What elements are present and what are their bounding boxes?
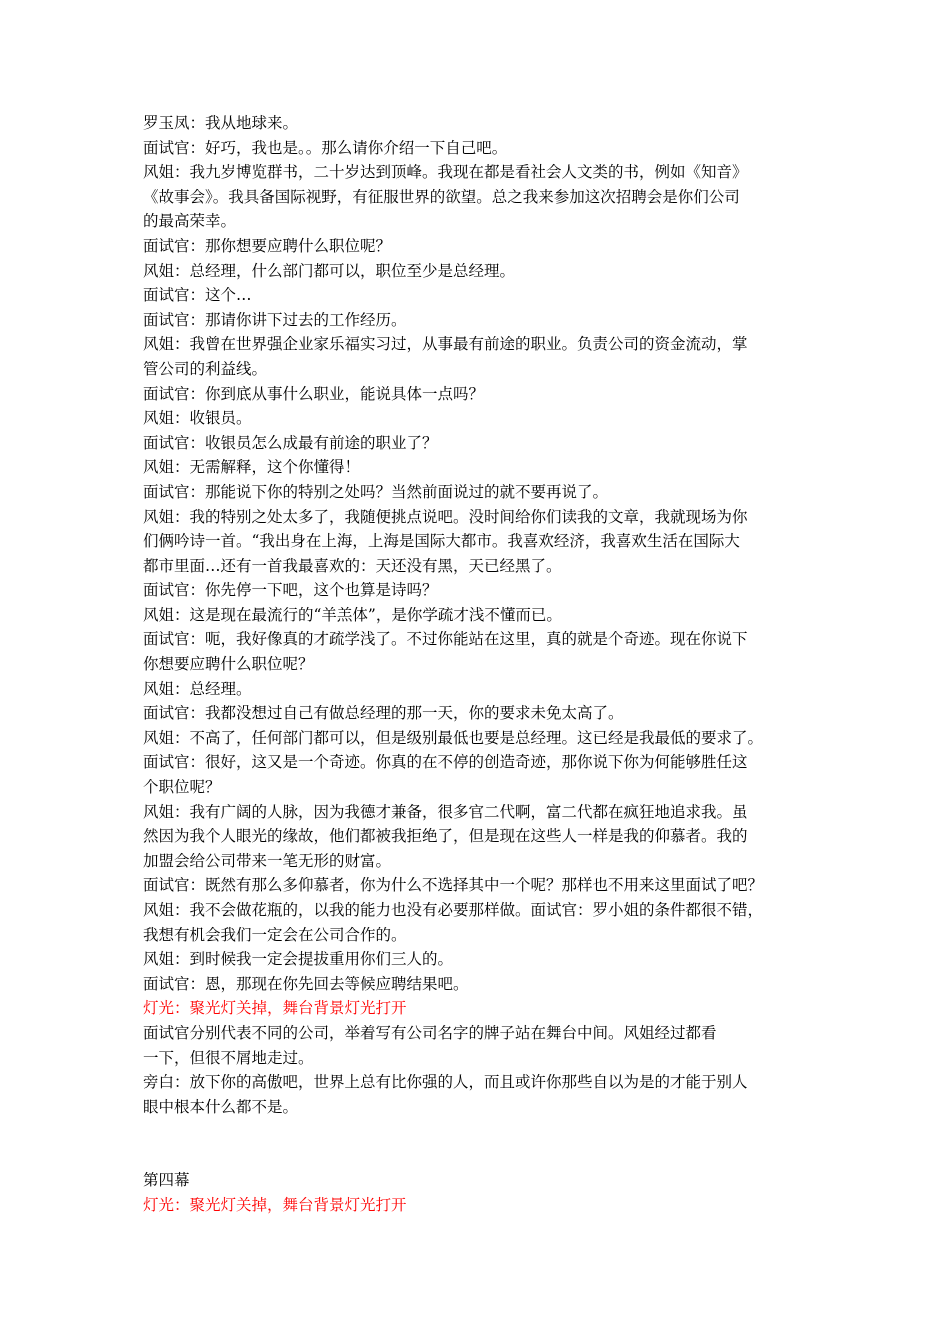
stage-direction: 灯光：聚光灯关掉，舞台背景灯光打开 [143, 999, 407, 1018]
dialogue-line: 面试官：那能说下你的特别之处吗？当然前面说过的就不要再说了。 [143, 482, 609, 501]
dialogue-line: 面试官：收银员怎么成最有前途的职业了？ [143, 433, 438, 452]
dialogue-line: 个职位呢？ [143, 778, 221, 797]
dialogue-line: 我想有机会我们一定会在公司合作的。 [143, 925, 407, 944]
dialogue-line: 然因为我个人眼光的缘故，他们都被我拒绝了，但是现在这些人一样是我的仰慕者。我的 [143, 827, 748, 846]
stage-note-line: 面试官分别代表不同的公司，举着写有公司名字的牌子站在舞台中间。风姐经过都看 [143, 1023, 717, 1042]
dialogue-line: 罗玉凤：我从地球来。 [143, 114, 299, 132]
dialogue-line: 风姐：总经理。 [143, 679, 252, 698]
dialogue-line: 面试官：那请你讲下过去的工作经历。 [143, 310, 407, 329]
dialogue-line: 的最高荣幸。 [143, 212, 237, 231]
dialogue-line: 加盟会给公司带来一笔无形的财富。 [143, 851, 392, 870]
dialogue-line: 你想要应聘什么职位呢？ [143, 655, 314, 674]
dialogue-line: 风姐：不高了，任何部门都可以，但是级别最低也要是总经理。这已经是我最低的要求了。 [143, 728, 764, 747]
dialogue-line: 风姐：我的特别之处太多了，我随便挑点说吧。没时间给你们读我的文章，我就现场为你 [143, 507, 748, 526]
dialogue-line: 面试官：好巧，我也是。。那么请你介绍一下自己吧。 [143, 138, 508, 157]
dialogue-line: 风姐：我曾在世界强企业家乐福实习过，从事最有前途的职业。负责公司的资金流动，掌 [143, 335, 748, 354]
dialogue-line: 面试官：很好，这又是一个奇迹。你真的在不停的创造奇迹，那你说下你为何能够胜任这 [143, 753, 748, 772]
dialogue-line: 管公司的利益线。 [143, 359, 268, 378]
dialogue-line: 风姐：收银员。 [143, 409, 252, 428]
script-text [143, 111, 833, 1218]
dialogue-line: 面试官：既然有那么多仰慕者，你为什么不选择其中一个呢？那样也不用来这里面试了吧？ [143, 876, 764, 895]
dialogue-line: 面试官：我都没想过自己有做总经理的那一天，你的要求未免太高了。 [143, 704, 624, 723]
dialogue-line: 面试官：这个… [143, 286, 252, 305]
stage-direction: 灯光：聚光灯关掉，舞台背景灯光打开 [143, 1195, 407, 1214]
narration-line: 眼中根本什么都不是。 [143, 1097, 299, 1116]
dialogue-line: 面试官：你先停一下吧，这个也算是诗吗？ [143, 581, 438, 600]
section-spacer [143, 1119, 833, 1168]
dialogue-line: 风姐：我不会做花瓶的，以我的能力也没有必要那样做。面试官：罗小姐的条件都很不错， [143, 901, 764, 919]
stage-note-line: 一下，但很不屑地走过。 [143, 1048, 314, 1067]
dialogue-line: 风姐：无需解释，这个你懂得！ [143, 458, 361, 477]
dialogue-line: 面试官：你到底从事什么职业，能说具体一点吗？ [143, 384, 485, 403]
dialogue-line: 风姐：我九岁博览群书，二十岁达到顶峰。我现在都是看社会人文类的书，例如《知音》 [143, 163, 748, 182]
dialogue-line: 风姐：这是现在最流行的“羊羔体”，是你学疏才浅不懂而已。 [143, 605, 562, 624]
dialogue-line: 风姐：我有广阔的人脉，因为我德才兼备，很多官二代啊，富二代都在疯狂地追求我。虽 [143, 802, 748, 821]
narration-line: 旁白：放下你的高傲吧，世界上总有比你强的人，而且或许你那些自以为是的才能于别人 [143, 1073, 748, 1092]
dialogue-line: 们俩吟诗一首。“我出身在上海，上海是国际大都市。我喜欢经济，我喜欢生活在国际大 [143, 532, 740, 551]
act-heading: 第四幕 [143, 1171, 190, 1190]
dialogue-line: 风姐：总经理，什么部门都可以，职位至少是总经理。 [143, 261, 516, 280]
dialogue-line: 面试官：呃，我好像真的才疏学浅了。不过你能站在这里，真的就是个奇迹。现在你说下 [143, 630, 748, 649]
dialogue-line: 面试官：恩，那现在你先回去等候应聘结果吧。 [143, 974, 469, 993]
dialogue-line: 面试官：那你想要应聘什么职位呢？ [143, 236, 392, 255]
dialogue-line: 风姐：到时候我一定会提拔重用你们三人的。 [143, 950, 454, 969]
dialogue-line: 都市里面…还有一首我最喜欢的：天还没有黑，天已经黑了。 [143, 556, 562, 575]
dialogue-line: 《故事会》。我具备国际视野，有征服世界的欲望。总之我来参加这次招聘会是你们公司 [143, 187, 740, 206]
